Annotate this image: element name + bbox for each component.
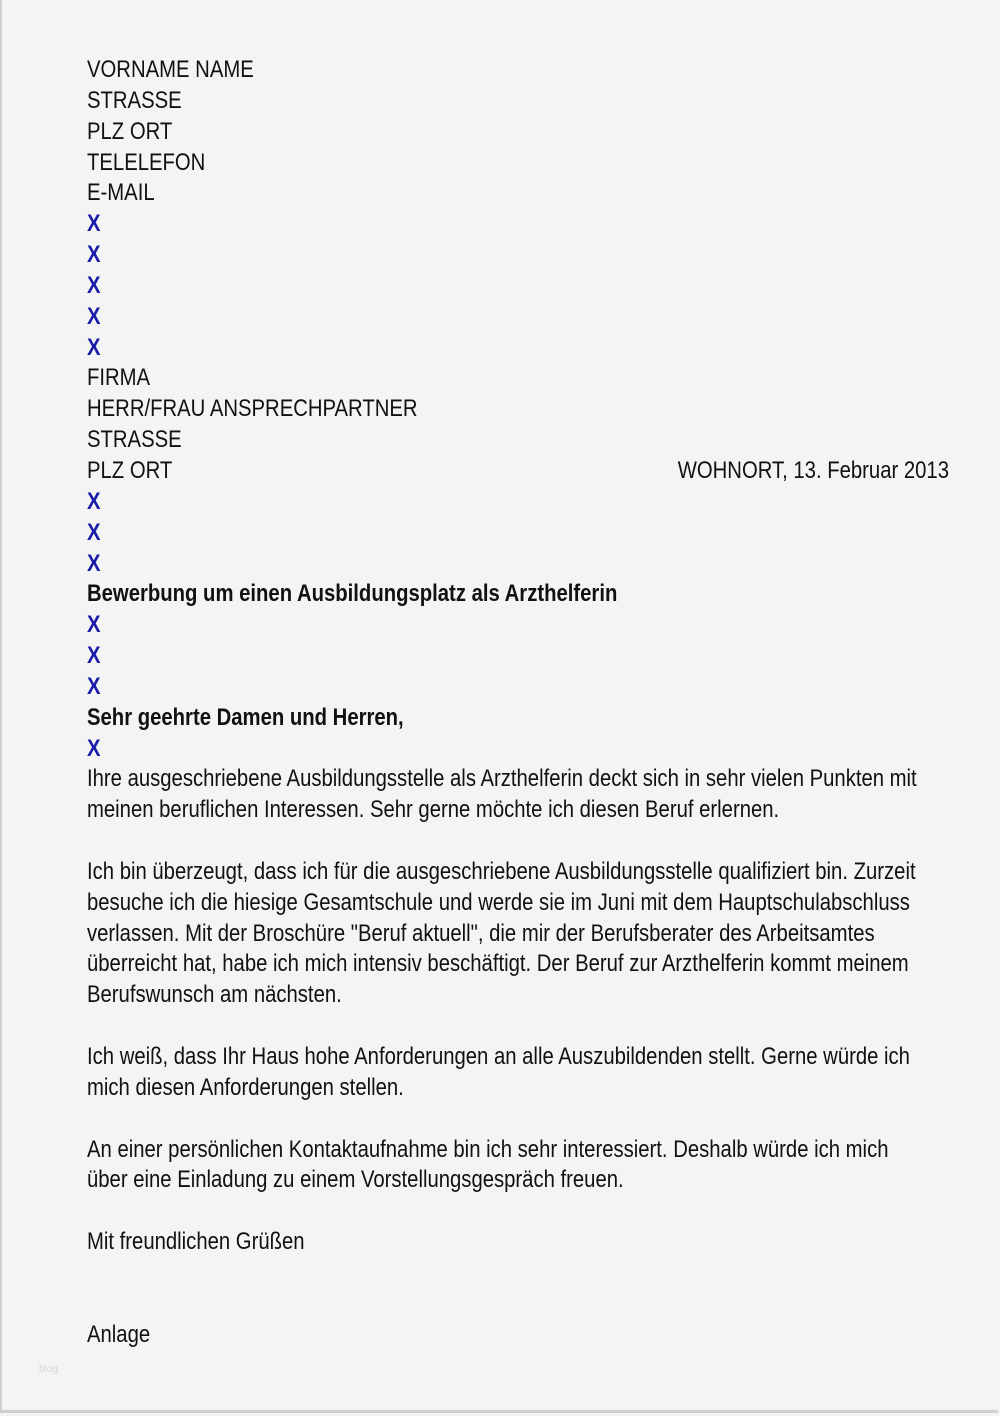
spacer-marker: X (87, 210, 101, 238)
recipient-contact: HERR/FRAU ANSPRECHPARTNER (87, 395, 418, 423)
body-line: Berufswunsch am nächsten. (87, 981, 342, 1009)
spacer-marker: X (87, 672, 101, 700)
spacer-marker: X (87, 611, 101, 639)
paragraph-3 (87, 1042, 932, 1104)
body-line: An einer persönlichen Kontaktaufnahme bin ich sehr interessiert. Deshalb würde ich mich (87, 1135, 889, 1163)
spacer-marker: X (87, 241, 101, 269)
spacer-marker: X (87, 271, 101, 299)
body-line: meinen beruflichen Interessen. Sehr gerne möchte ich diesen Beruf erlernen. (87, 796, 780, 824)
sender-street: STRASSE (87, 86, 182, 114)
sender-phone: TELELEFON (87, 148, 206, 176)
body-line: Ich bin überzeugt, dass ich für die ausgeschriebene Ausbildungsstelle qualifiziert bin. Zurzeit (87, 857, 916, 885)
spacer-marker: X (87, 487, 101, 515)
spacer-marker: X (87, 734, 101, 762)
recipient-company: FIRMA (87, 364, 151, 392)
sender-name: VORNAME NAME (87, 56, 254, 83)
sender-city: PLZ ORT (87, 117, 173, 145)
spacer-marker: X (87, 333, 101, 361)
subject-line: Bewerbung um einen Ausbildungsplatz als Arzthelferin (87, 580, 618, 608)
spacer-marker: X (87, 642, 101, 670)
watermark: blog (39, 1364, 58, 1375)
letter (87, 55, 949, 1350)
spacer-marker: X (87, 549, 101, 577)
spacer-marker: X (87, 518, 101, 546)
recipient-address (87, 363, 949, 486)
paragraph-2 (87, 857, 932, 1011)
paragraph-4 (87, 1135, 932, 1197)
body-line: überreicht hat, habe ich mich intensiv beschäftigt. Der Beruf zur Arzthelferin kommt meinem (87, 950, 909, 978)
body-line: Ihre ausgeschriebene Ausbildungsstelle als Arzthelferin deckt sich in sehr vielen Punkten mit (87, 765, 917, 793)
attachment-label: Anlage (87, 1320, 151, 1348)
body-line: verlassen. Mit der Broschüre "Beruf aktuell", die mir der Berufsberater des Arbeitsamtes (87, 919, 875, 947)
sender-email: E-MAIL (87, 179, 155, 207)
recipient-city-row (87, 456, 949, 487)
paragraph-1 (87, 764, 932, 826)
recipient-city: PLZ ORT (87, 456, 173, 484)
body-line: mich diesen Anforderungen stellen. (87, 1073, 404, 1101)
spacer-marker: X (87, 302, 101, 330)
body-line: über eine Einladung zu einem Vorstellungsgespräch freuen. (87, 1166, 624, 1194)
sender-address (87, 55, 932, 209)
body-line: Ich weiß, dass Ihr Haus hohe Anforderungen an alle Auszubildenden stellt. Gerne würde ich (87, 1043, 910, 1070)
salutation: Sehr geehrte Damen und Herren, (87, 703, 404, 731)
closing: Mit freundlichen Grüßen (87, 1228, 305, 1256)
letter-date: WOHNORT, 13. Februar 2013 (677, 456, 949, 484)
body-line: besuche ich die hiesige Gesamtschule und werde sie im Juni mit dem Hauptschulabschluss (87, 888, 910, 916)
recipient-street: STRASSE (87, 426, 182, 454)
